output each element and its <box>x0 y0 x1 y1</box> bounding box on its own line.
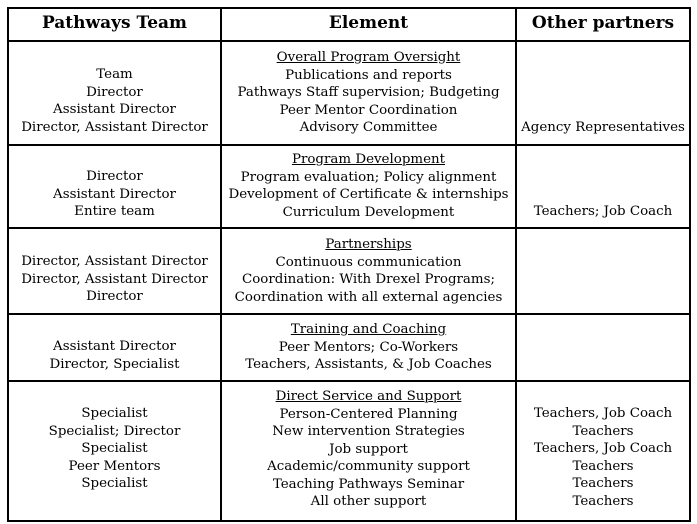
team-cell <box>9 338 220 373</box>
partner-entry: Teachers, Job Coach <box>533 406 673 421</box>
partners-cell <box>517 203 689 221</box>
partner-entry: Teachers <box>572 493 634 509</box>
section-title: Training and Coaching <box>290 322 447 337</box>
partner-entry: Teachers <box>572 476 634 491</box>
team-entry: Director <box>86 84 143 100</box>
element-entry: Peer Mentor Coordination <box>279 102 458 118</box>
team-entry: Assistant Director <box>53 186 176 202</box>
element-entry: Publications and reports <box>285 67 452 83</box>
element-entry: Job support <box>329 441 408 457</box>
header-other-partners: Other partners <box>531 12 675 33</box>
element-cell <box>222 321 515 374</box>
partner-entry: Teachers <box>572 458 634 474</box>
team-entry: Director <box>86 169 143 184</box>
element-entry: Academic/community support <box>267 459 470 474</box>
element-entry: New intervention Strategies <box>272 424 465 439</box>
partner-entry: Teachers, Job Coach <box>533 441 673 456</box>
team-entry: Director <box>86 289 143 304</box>
team-entry: Director, Specialist <box>49 356 180 372</box>
element-cell <box>222 151 515 221</box>
header-element: Element <box>328 12 409 33</box>
element-entry: Continuous communication <box>275 254 462 270</box>
row-divider <box>7 380 691 382</box>
element-entry: Advisory Committee <box>299 120 438 135</box>
team-entry: Assistant Director <box>53 339 176 354</box>
row-divider <box>7 227 691 229</box>
team-entry: Specialist <box>81 406 148 421</box>
element-cell <box>222 236 515 306</box>
team-cell <box>9 66 220 136</box>
section-title: Direct Service and Support <box>275 389 462 404</box>
partner-entry: Agency Representatives <box>521 120 685 135</box>
team-entry: Entire team <box>74 204 155 219</box>
element-cell <box>222 49 515 137</box>
element-entry: Coordination with all external agencies <box>234 289 503 305</box>
element-entry: Development of Certificate & internships <box>228 187 509 202</box>
team-cell <box>9 253 220 306</box>
team-entry: Specialist <box>81 476 148 491</box>
element-entry: All other support <box>310 494 427 509</box>
team-cell <box>9 168 220 221</box>
header-pathways-team: Pathways Team <box>41 12 188 33</box>
team-cell <box>9 405 220 493</box>
element-entry: Teachers, Assistants, & Job Coaches <box>245 357 492 372</box>
team-entry: Peer Mentors <box>68 458 161 474</box>
partners-cell <box>517 405 689 510</box>
partners-cell <box>517 119 689 137</box>
team-entry: Director, Assistant Director <box>21 119 208 135</box>
element-entry: Curriculum Development <box>282 204 455 220</box>
team-entry: Team <box>96 67 133 82</box>
section-title: Overall Program Oversight <box>276 50 461 65</box>
partner-entry: Teachers <box>572 423 634 439</box>
section-title: Program Development <box>291 152 446 167</box>
table-border-bottom <box>7 520 691 522</box>
element-cell <box>222 388 515 511</box>
team-entry: Director, Assistant Director <box>21 254 208 269</box>
section-title: Partnerships <box>325 237 412 252</box>
element-entry: Coordination: With Drexel Programs; <box>241 272 495 287</box>
element-entry: Teaching Pathways Seminar <box>272 476 465 492</box>
partner-entry: Teachers; Job Coach <box>533 204 673 219</box>
element-entry: Person-Centered Planning <box>279 406 458 422</box>
team-entry: Director, Assistant Director <box>21 271 208 287</box>
team-entry: Specialist <box>81 441 148 456</box>
team-entry: Specialist; Director <box>48 423 181 439</box>
row-divider <box>7 313 691 315</box>
team-entry: Assistant Director <box>53 102 176 117</box>
header-divider <box>7 40 691 42</box>
row-divider <box>7 144 691 146</box>
element-entry: Pathways Staff supervision; Budgeting <box>237 85 500 100</box>
element-entry: Program evaluation; Policy alignment <box>240 169 497 185</box>
element-entry: Peer Mentors; Co-Workers <box>278 339 459 355</box>
table-border-right <box>689 7 691 522</box>
